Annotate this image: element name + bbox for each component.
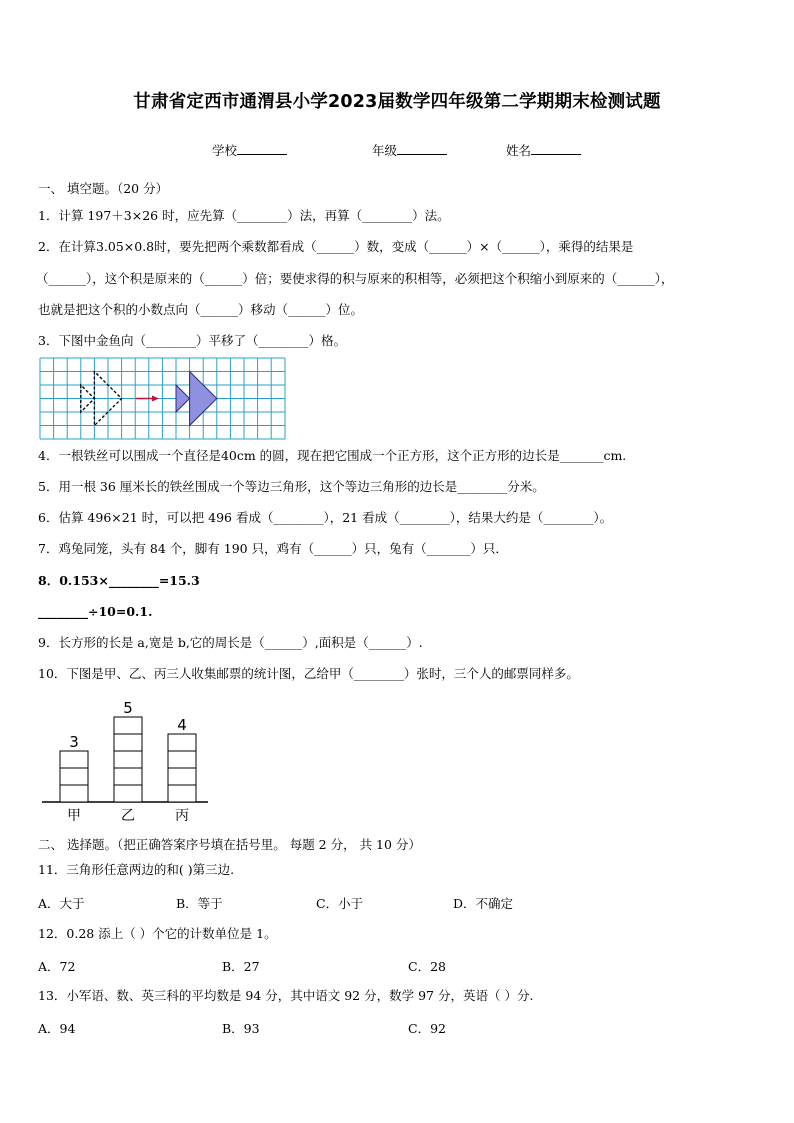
- question-10: 10．下图是甲、乙、丙三人收集邮票的统计图，乙给甲（________）张时，三个人的邮票同样多。: [38, 666, 579, 681]
- q11-option-c[interactable]: C．小于: [316, 896, 364, 911]
- q13-option-a[interactable]: A．94: [38, 1021, 76, 1036]
- stamp-cell: [60, 751, 88, 768]
- question-8-line2: ________÷10=0.1.: [38, 604, 153, 619]
- column-count-label: 3: [69, 733, 79, 751]
- stamp-cell: [168, 734, 196, 751]
- grade-blank[interactable]: [397, 142, 447, 155]
- translate-arrow: [136, 396, 159, 402]
- page-title: 甘肃省定西市通渭县小学2023届数学四年级第二学期期末检测试题: [133, 92, 661, 112]
- school-field: [212, 141, 287, 159]
- school-label: 学校: [212, 143, 238, 158]
- q12-option-a[interactable]: A．72: [38, 959, 76, 974]
- q11-option-a[interactable]: A．大于: [38, 896, 85, 911]
- stamp-cell: [168, 751, 196, 768]
- name-label: 姓名: [506, 143, 532, 158]
- stamp-figure: [40, 694, 212, 828]
- question-6: 6．估算 496×21 时，可以把 496 看成（________），21 看成（________），结果大约是（________）。: [38, 510, 613, 525]
- stamp-cell: [168, 785, 196, 802]
- q11-option-d[interactable]: D．不确定: [453, 896, 514, 911]
- grid-lines: [40, 358, 285, 439]
- question-2-line1: 2．在计算3.05×0.8时，要先把两个乘数都看成（______）数，变成（______）×（______），乘得的结果是: [38, 239, 634, 254]
- name-blank[interactable]: [531, 142, 581, 155]
- grade-label: 年级: [372, 143, 398, 158]
- column-name-label: 丙: [175, 808, 189, 824]
- question-11: 11．三角形任意两边的和( )第三边.: [38, 862, 235, 877]
- question-13: 13．小军语、数、英三科的平均数是 94 分，其中语文 92 分，数学 97 分，英语（ ）分.: [38, 988, 534, 1003]
- question-5: 5．用一根 36 厘米长的铁丝围成一个等边三角形，这个等边三角形的边长是________分米。: [38, 479, 545, 494]
- stamp-cell: [60, 785, 88, 802]
- stamp-cell: [114, 734, 142, 751]
- column-count-label: 5: [123, 699, 133, 717]
- question-2-line3: 也就是把这个积的小数点向（______）移动（______）位。: [38, 302, 364, 317]
- column-name-label: 甲: [67, 808, 81, 824]
- fish-grid-figure: [39, 357, 287, 441]
- q11-option-b[interactable]: B．等于: [176, 896, 223, 911]
- q13-option-c[interactable]: C．92: [408, 1021, 446, 1036]
- grade-field: [372, 141, 447, 159]
- column-count-label: 4: [177, 716, 187, 734]
- name-field: [506, 141, 581, 159]
- school-blank[interactable]: [237, 142, 287, 155]
- question-4: 4．一根铁丝可以围成一个直径是40cm 的圆，现在把它围成一个正方形，这个正方形的边长是_______cm.: [38, 448, 627, 463]
- question-9: 9．长方形的长是 a,宽是 b,它的周长是（______）,面积是（______）.: [38, 635, 423, 650]
- stamp-cell: [114, 751, 142, 768]
- stamp-cell: [114, 785, 142, 802]
- column-name-label: 乙: [121, 808, 135, 824]
- q12-option-b[interactable]: B．27: [222, 959, 260, 974]
- stamp-cell: [114, 717, 142, 734]
- section2-heading: 二、 选择题。（把正确答案序号填在括号里。 每题 2 分， 共 10 分）: [38, 837, 421, 852]
- stamp-cell: [60, 768, 88, 785]
- q12-option-c[interactable]: C．28: [408, 959, 446, 974]
- stamp-cell: [168, 768, 196, 785]
- fish-moved-solid: [176, 372, 217, 426]
- question-12: 12．0.28 添上（ ）个它的计数单位是 1。: [38, 926, 277, 941]
- section1-heading: 一、 填空题。（20 分）: [38, 181, 169, 196]
- q13-option-b[interactable]: B．93: [222, 1021, 260, 1036]
- question-7: 7．鸡兔同笼，头有 84 个，脚有 190 只，鸡有（______）只，兔有（_______）只．: [38, 541, 508, 556]
- question-2-line2: （______），这个积是原来的（______）倍；要使求得的积与原来的积相等，必须把这个积缩小到原来的（______），: [36, 271, 674, 286]
- question-8-line1: 8．0.153×________=15.3: [38, 573, 200, 588]
- question-3: 3．下图中金鱼向（________）平移了（________）格。: [38, 333, 346, 348]
- stamp-cell: [114, 768, 142, 785]
- question-1: 1．计算 197＋3×26 时，应先算（________）法，再算（________）法。: [38, 208, 450, 223]
